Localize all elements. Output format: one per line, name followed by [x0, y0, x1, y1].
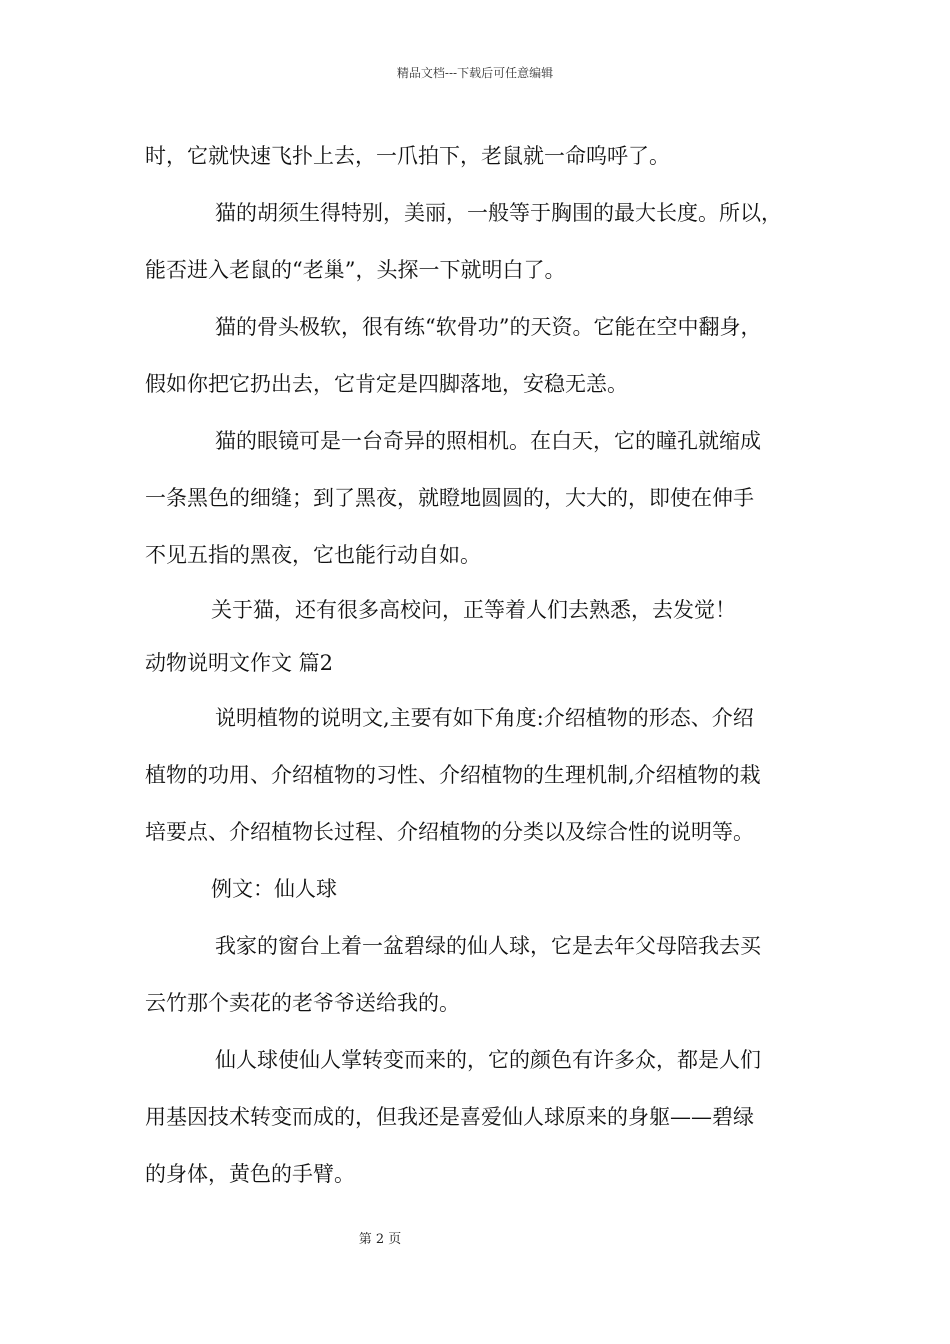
text-line: 猫的骨头极软，很有练“软骨功”的天资。它能在空中翻身，	[215, 315, 762, 339]
page-number: 第 2 页	[358, 1232, 402, 1247]
text-line: 时，它就快速飞扑上去，一爪拍下，老鼠就一命呜呼了。	[145, 144, 670, 168]
text-line: 例文：仙人球	[211, 877, 337, 901]
text-line: 植物的功用、介绍植物的习性、介绍植物的生理机制,介绍植物的栽	[145, 763, 761, 787]
text-line: 猫的眼镜可是一台奇异的照相机。在白天，它的瞳孔就缩成	[215, 429, 761, 453]
text-line: 用基因技术转变而成的，但我还是喜爱仙人球原来的身躯——碧绿	[145, 1105, 754, 1129]
page-header: 精品文档---下载后可任意编辑	[396, 66, 554, 80]
text-line: 关于猫，还有很多高校问，正等着人们去熟悉，去发觉！	[211, 598, 736, 622]
text-line: 说明植物的说明文,主要有如下角度:介绍植物的形态、介绍	[215, 706, 754, 730]
text-line: 的身体，黄色的手臂。	[145, 1162, 355, 1186]
text-line: 仙人球使仙人掌转变而来的，它的颜色有许多众，都是人们	[215, 1048, 761, 1072]
section-heading: 动物说明文作文 篇2	[145, 651, 334, 675]
text-line: 一条黑色的细缝；到了黑夜，就瞪地圆圆的，大大的，即使在伸手	[145, 486, 754, 510]
text-line: 我家的窗台上着一盆碧绿的仙人球，它是去年父母陪我去买	[215, 934, 761, 958]
text-line: 假如你把它扔出去，它肯定是四脚落地，安稳无恙。	[145, 372, 628, 396]
text-line: 能否进入老鼠的“老巢”，头探一下就明白了。	[145, 258, 566, 282]
text-line: 云竹那个卖花的老爷爷送给我的。	[145, 991, 460, 1015]
text-line: 不见五指的黑夜，它也能行动自如。	[145, 543, 481, 567]
text-line: 培要点、介绍植物长过程、介绍植物的分类以及综合性的说明等。	[145, 820, 754, 844]
text-line: 猫的胡须生得特别，美丽，一般等于胸围的最大长度。所以，	[215, 201, 782, 225]
document-body	[145, 128, 825, 1203]
